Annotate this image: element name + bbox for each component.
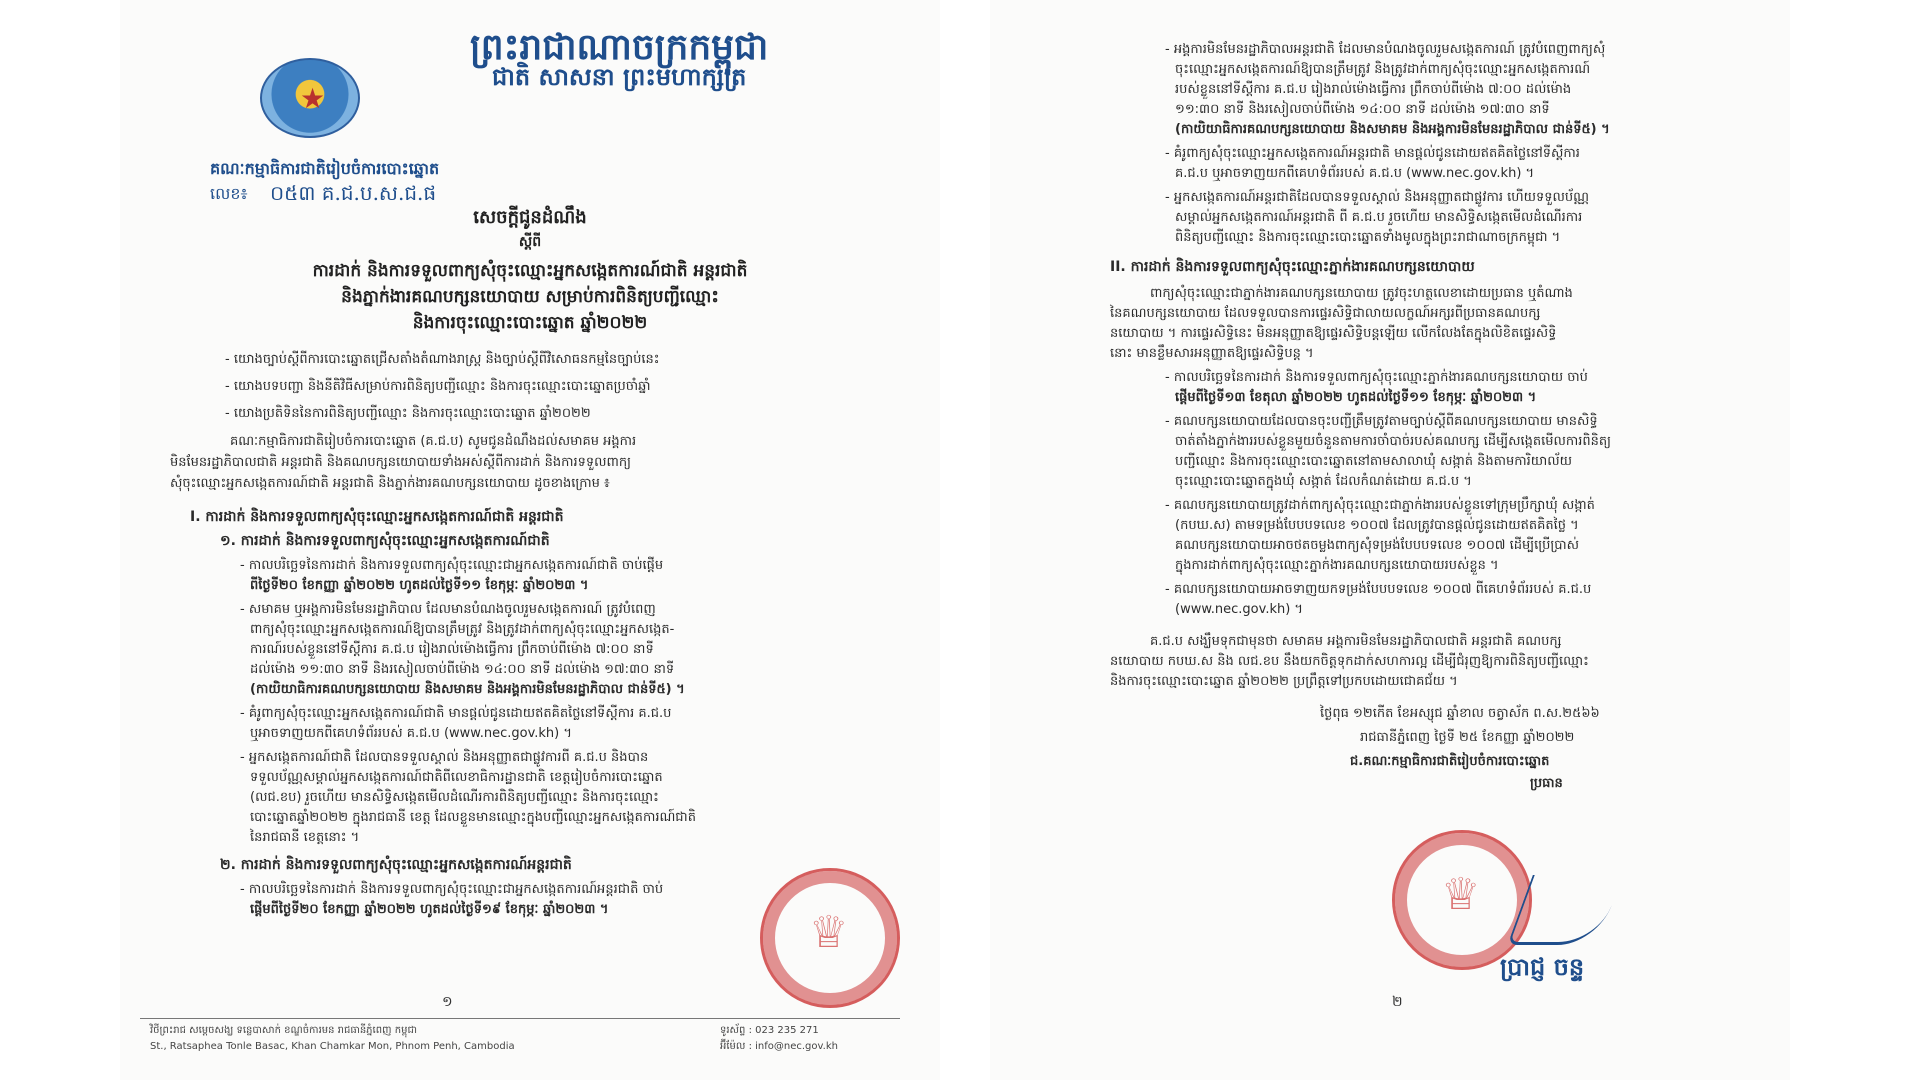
body-line: - អ្នកសង្កេតការណ៍ជាតិ ដែលបានទទួលស្គាល់ និងអនុញ្ញាតជាផ្លូវការពី គ.ជ.ប និងបាន <box>240 750 649 765</box>
official-stamp-icon <box>760 868 900 1008</box>
body-line: គ.ជ.ប ឬអាចទាញយកពីគេហទំព័ររបស់ គ.ជ.ប (www.nec.gov.kh) ។ <box>1175 166 1535 181</box>
body-line: បញ្ជីឈ្មោះ និងការចុះឈ្មោះបោះឆ្នោតនៅតាមសាលាឃុំ សង្កាត់ និងតាមការិយាល័យ <box>1175 454 1573 469</box>
body-line: - កាលបរិច្ឆេទនៃការដាក់ និងការទទួលពាក្យសុំចុះឈ្មោះជាអ្នកសង្កេតការណ៍អន្តរជាតិ ចាប់ <box>240 882 664 897</box>
body-line: ១១:៣០ នាទី និងរសៀលចាប់ពីម៉ោង ១៤:០០ នាទី ដល់ម៉ោង ១៧:៣០ នាទី <box>1175 102 1550 117</box>
body-line: គណបក្សនយោបាយអាចថតចម្លងពាក្យសុំទម្រង់បែបបទលេខ ១០០៧ ដើម្បីប្រើប្រាស់ <box>1175 538 1579 553</box>
official-stamp-icon <box>1392 830 1532 970</box>
signature-organization: ជ.គណៈកម្មាធិការជាតិរៀបចំការបោះឆ្នោត <box>1350 754 1550 769</box>
closing-line: គ.ជ.ប សង្ឃឹមទុកជាមុនថា សមាគម អង្គការមិនមែនរដ្ឋាភិបាលជាតិ អន្តរជាតិ គណបក្ស <box>1150 634 1562 649</box>
footer-email: អ៊ីម៉ែល : info@nec.gov.kh <box>720 1041 838 1052</box>
reference-line: - យោងច្បាប់ស្តីពីការបោះឆ្នោតជ្រើសតាំងតំណាងរាស្ត្រ និងច្បាប់ស្តីពីវិសោធនកម្មនៃច្បាប់នេះ <box>225 352 660 367</box>
body-line: (កាយិយាធិការគណបក្សនយោបាយ និងសមាគម និងអង្គការមិនមែនរដ្ឋាភិបាល ជាន់ទី៥) ។ <box>1175 122 1610 137</box>
body-line: ពាក្យសុំចុះឈ្មោះជាភ្នាក់ងារគណបក្សនយោបាយ ត្រូវចុះហត្ថលេខាដោយប្រធាន ឬតំណាង <box>1150 286 1573 301</box>
body-line: បោះឆ្នោតឆ្នាំ២០២២ ក្នុងរាជធានី ខេត្ត ដែលខ្លួនមានឈ្មោះក្នុងបញ្ជីឈ្មោះអ្នកសង្កេតការណ៍ជាតិ <box>250 810 696 825</box>
body-line: - សមាគម ឬអង្គការមិនមែនរដ្ឋាភិបាល ដែលមានបំណងចូលរួមសង្កេតការណ៍ ត្រូវបំពេញ <box>240 602 656 617</box>
body-line: (កាយិយាធិការគណបក្សនយោបាយ និងសមាគម និងអង្គការមិនមែនរដ្ឋាភិបាល ជាន់ទី៥) ។ <box>250 682 685 697</box>
body-line: - គំរូពាក្យសុំចុះឈ្មោះអ្នកសង្កេតការណ៍អន្តរជាតិ មានផ្តល់ជូនដោយឥតគិតថ្លៃនៅទីស្តីការ <box>1165 146 1580 161</box>
intro-line: មិនមែនរដ្ឋាភិបាលជាតិ អន្តរជាតិ និងគណបក្សនយោបាយទាំងអស់ស្តីពីការដាក់ និងការទទួលពាក្យ <box>170 455 631 470</box>
lunar-date: ថ្ងៃពុធ ១២កើត ខែអស្សុជ ឆ្នាំខាល ចត្វាស័ក ព.ស.២៥៦៦ <box>1320 706 1600 721</box>
body-line: ការណ៍របស់ខ្លួននៅទីស្តីការ គ.ជ.ប រៀងរាល់ម៉ោងធ្វើការ ព្រឹកចាប់ពីម៉ោង ៧:០០ នាទី <box>250 642 654 657</box>
body-line: (កបឃ.ស) តាមទម្រង់បែបបទលេខ ១០០៧ ដែលត្រូវបានផ្តល់ជូនដោយឥតគិតថ្លៃ ។ <box>1175 518 1579 533</box>
body-line: ផ្តើមពីថ្ងៃទី១៣ ខែតុលា ឆ្នាំ២០២២ ហូតដល់ថ្ងៃទី១១ ខែកុម្ភៈ ឆ្នាំ២០២៣ ។ <box>1175 390 1537 405</box>
document-page-1 <box>120 0 940 1080</box>
subject-line: និងការចុះឈ្មោះបោះឆ្នោត ឆ្នាំ២០២២ <box>412 313 648 333</box>
body-line: ពីថ្ងៃទី២០ ខែកញ្ញា ឆ្នាំ២០២២ ហូតដល់ថ្ងៃទី១១ ខែកុម្ភៈ ឆ្នាំ២០២៣ ។ <box>250 578 589 593</box>
body-line: នៃគណបក្សនយោបាយ ដែលទទួលបានការផ្ទេរសិទ្ធិជាលាយលក្ខណ៍អក្សរពីប្រធានគណបក្ស <box>1110 306 1541 321</box>
closing-line: នយោបាយ កបឃ.ស និង លជ.ខប នឹងយកចិត្តទុកដាក់សហការល្អ ដើម្បីជំរុញឱ្យការពិនិត្យបញ្ជីឈ្មោះ <box>1110 654 1589 669</box>
body-line: (លជ.ខប) រួចហើយ មានសិទ្ធិសង្កេតមើលដំណើរការពិនិត្យបញ្ជីឈ្មោះ និងការចុះឈ្មោះ <box>250 790 659 805</box>
document-about: ស្តីពី <box>518 234 542 250</box>
reference-label: លេខ៖ <box>210 184 248 203</box>
body-line: ក្នុងការដាក់ពាក្យសុំចុះឈ្មោះភ្នាក់ងារគណបក្សនយោបាយរបស់ខ្លួន ។ <box>1175 558 1499 573</box>
body-line: ទទួលប័ណ្ណសម្គាល់អ្នកសង្កេតការណ៍ជាតិពីលេខាធិការដ្ឋានជាតិ ខេត្តរៀបចំការបោះឆ្នោត <box>250 770 663 785</box>
body-line: - គណបក្សនយោបាយដែលបានចុះបញ្ជីត្រឹមត្រូវតាមច្បាប់ស្តីពីគណបក្សនយោបាយ មានសិទ្ធិ <box>1165 414 1598 429</box>
body-line: - អ្នកសង្កេតការណ៍អន្តរជាតិដែលបានទទួលស្គាល់ និងអនុញ្ញាតជាផ្លូវការ ហើយទទួលប័ណ្ណ <box>1165 190 1590 205</box>
intro-line: គណៈកម្មាធិការជាតិរៀបចំការបោះឆ្នោត (គ.ជ.ប) សូមជូនដំណឹងដល់សមាគម អង្គការ <box>230 434 637 449</box>
page-number: ២ <box>1392 994 1403 1010</box>
body-line: - អង្គការមិនមែនរដ្ឋាភិបាលអន្តរជាតិ ដែលមានបំណងចូលរួមសង្កេតការណ៍ ត្រូវបំពេញពាក្យសុំ <box>1165 42 1606 57</box>
body-line: សម្គាល់អ្នកសង្កេតការណ៍អន្តរជាតិ ពី គ.ជ.ប រួចហើយ មានសិទ្ធិសង្កេតមើលដំណើរការ <box>1175 210 1583 225</box>
body-line: ដល់ម៉ោង ១១:៣០ នាទី និងរសៀលចាប់ពីម៉ោង ១៤:០០ នាទី ដល់ម៉ោង ១៧:៣០ នាទី <box>250 662 675 677</box>
footer-address-en: St., Ratsaphea Tonle Basac, Khan Chamkar Mon, Phnom Penh, Cambodia <box>150 1041 515 1052</box>
section-heading-II: II. ការដាក់ និងការទទួលពាក្យសុំចុះឈ្មោះភ្នាក់ងារគណបក្សនយោបាយ <box>1110 259 1475 275</box>
subject-line: និងភ្នាក់ងារគណបក្សនយោបាយ សម្រាប់ការពិនិត្យបញ្ជីឈ្មោះ <box>341 287 719 307</box>
national-motto: ជាតិ សាសនា ព្រះមហាក្សត្រ <box>492 63 747 91</box>
reference-line: - យោងបទបញ្ជា និងនីតិវិធីសម្រាប់ការពិនិត្យបញ្ជីឈ្មោះ និងការចុះឈ្មោះបោះឆ្នោតប្រចាំឆ្នាំ <box>225 379 651 394</box>
body-line: របស់ខ្លួននៅទីស្តីការ គ.ជ.ប រៀងរាល់ម៉ោងធ្វើការ ព្រឹកចាប់ពីម៉ោង ៧:០០ ដល់ម៉ោង <box>1175 82 1572 97</box>
kingdom-title: ព្រះរាជាណាចក្រកម្ពុជា <box>470 27 769 68</box>
footer-phone: ទូរស័ព្ទ : 023 235 271 <box>720 1025 819 1036</box>
body-line: (www.nec.gov.kh) ។ <box>1175 602 1303 617</box>
body-line: - គណបក្សនយោបាយត្រូវដាក់ពាក្យសុំចុះឈ្មោះជាភ្នាក់ងាររបស់ខ្លួនទៅក្រុមប្រឹក្សាឃុំ សង្កាត់ <box>1165 498 1595 513</box>
section-heading-I: I. ការដាក់ និងការទទួលពាក្យសុំចុះឈ្មោះអ្នកសង្កេតការណ៍ជាតិ អន្តរជាតិ <box>190 509 564 525</box>
reference-line: - យោងប្រតិទិននៃការពិនិត្យបញ្ជីឈ្មោះ និងការចុះឈ្មោះបោះឆ្នោត ឆ្នាំ២០២២ <box>225 406 591 421</box>
footer-divider <box>140 1018 900 1019</box>
subject-line: ការដាក់ និងការទទួលពាក្យសុំចុះឈ្មោះអ្នកសង្កេតការណ៍ជាតិ អន្តរជាតិ <box>312 261 748 281</box>
body-line: ផ្តើមពីថ្ងៃទី២០ ខែកញ្ញា ឆ្នាំ២០២២ ហូតដល់ថ្ងៃទី១៩ ខែកុម្ភៈ ឆ្នាំ២០២៣ ។ <box>250 902 609 917</box>
body-line: ចាត់តាំងភ្នាក់ងាររបស់ខ្លួនមួយចំនួនតាមការចាំបាច់របស់គណបក្ស ដើម្បីសង្កេតមើលការពិនិត្យ <box>1175 434 1611 449</box>
footer-address-kh: វិថីព្រះរាជ សម្តេចសង្ឃ ទន្លេបាសាក់ ខណ្ឌចំការមន រាជធានីភ្នំពេញ កម្ពុជា <box>150 1025 417 1036</box>
closing-line: និងការចុះឈ្មោះបោះឆ្នោត ឆ្នាំ២០២២ ប្រព្រឹត្តទៅប្រកបដោយជោគជ័យ ។ <box>1110 674 1458 689</box>
subsection-heading-2: ២. ការដាក់ និងការទទួលពាក្យសុំចុះឈ្មោះអ្នកសង្កេតការណ៍អន្តរជាតិ <box>220 857 572 873</box>
body-line: នៃរាជធានី ខេត្តនោះ ។ <box>250 830 360 845</box>
body-line: នយោបាយ ។ ការផ្ទេរសិទ្ធិនេះ មិនអនុញ្ញាតឱ្យផ្ទេរសិទ្ធិបន្តឡើយ លើកលែងតែក្នុងលិខិតផ្ទេរសិទ្ធិ <box>1110 326 1557 341</box>
committee-name: គណៈកម្មាធិការជាតិរៀបចំការបោះឆ្នោត <box>210 159 440 178</box>
body-line: - គណបក្សនយោបាយអាចទាញយកទម្រង់បែបបទលេខ ១០០៧ ពីគេហទំព័ររបស់ គ.ជ.ប <box>1165 582 1592 597</box>
body-line: ឬអាចទាញយកពីគេហទំព័ររបស់ គ.ជ.ប (www.nec.gov.kh) ។ <box>250 726 572 741</box>
body-line: ចុះឈ្មោះបោះឆ្នោតក្នុងឃុំ សង្កាត់ ដែលកំណត់ដោយ គ.ជ.ប ។ <box>1175 474 1472 489</box>
signer-name: ប្រាជ្ញ ចន្ទ <box>1500 953 1585 981</box>
body-line: ចុះឈ្មោះអ្នកសង្កេតការណ៍ឱ្យបានត្រឹមត្រូវ និងត្រូវដាក់ពាក្យសុំចុះឈ្មោះអ្នកសង្កេតការណ៍ <box>1175 62 1591 77</box>
body-line: - កាលបរិច្ឆេទនៃការដាក់ និងការទទួលពាក្យសុំចុះឈ្មោះជាអ្នកសង្កេតការណ៍ជាតិ ចាប់ផ្តើម <box>240 558 664 573</box>
intro-line: សុំចុះឈ្មោះអ្នកសង្កេតការណ៍ជាតិ អន្តរជាតិ និងភ្នាក់ងារគណបក្សនយោបាយ ដូចខាងក្រោម ៖ <box>170 476 610 491</box>
body-line: ពិនិត្យបញ្ជីឈ្មោះ និងការចុះឈ្មោះបោះឆ្នោតទាំងមូលក្នុងព្រះរាជាណាចក្រកម្ពុជា ។ <box>1175 230 1561 245</box>
nec-emblem-icon <box>260 58 360 138</box>
date-place: រាជធានីភ្នំពេញ ថ្ងៃទី ២៥ ខែកញ្ញា ឆ្នាំ២០២២ <box>1360 730 1575 745</box>
subsection-heading-1: ១. ការដាក់ និងការទទួលពាក្យសុំចុះឈ្មោះអ្នកសង្កេតការណ៍ជាតិ <box>220 533 550 549</box>
body-line: - កាលបរិច្ឆេទនៃការដាក់ និងការទទួលពាក្យសុំចុះឈ្មោះភ្នាក់ងារគណបក្សនយោបាយ ចាប់ <box>1165 370 1588 385</box>
document-page-2 <box>990 0 1790 1080</box>
body-line: ពាក្យសុំចុះឈ្មោះអ្នកសង្កេតការណ៍ឱ្យបានត្រឹមត្រូវ និងត្រូវដាក់ពាក្យសុំចុះឈ្មោះអ្នកសង្កេត- <box>250 622 675 637</box>
document-subject <box>250 258 810 336</box>
document-title: សេចក្តីជូនដំណឹង <box>473 207 587 228</box>
signature-role: ប្រធាន <box>1530 776 1563 791</box>
body-line: នោះ មានខ្លឹមសារអនុញ្ញាតឱ្យផ្ទេរសិទ្ធិបន្ត ។ <box>1110 346 1314 361</box>
body-line: - គំរូពាក្យសុំចុះឈ្មោះអ្នកសង្កេតការណ៍ជាតិ មានផ្តល់ជូនដោយឥតគិតថ្លៃនៅទីស្តីការ គ.ជ.ប <box>240 706 672 721</box>
page-number: ១ <box>442 994 453 1010</box>
reference-number: ០៥៣ គ.ជ.ប.ស.ជ.ផ <box>270 181 437 205</box>
